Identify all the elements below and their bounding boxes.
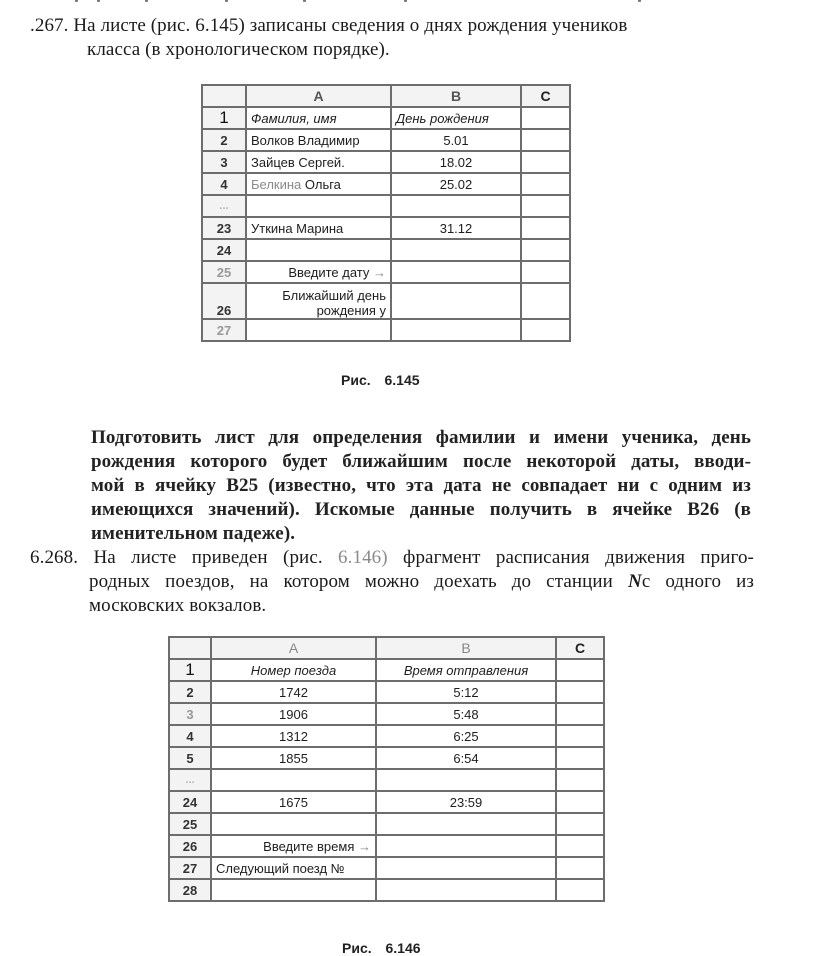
cell-a26 xyxy=(246,283,391,319)
cell-a25 xyxy=(246,261,391,283)
figure-caption: Рис. 6.145 xyxy=(341,372,420,388)
row-header: 3 xyxy=(202,151,246,173)
row-header: 24 xyxy=(169,791,211,813)
result-label-line1: Ближайший день xyxy=(282,288,386,303)
cell-a24 xyxy=(246,239,391,261)
arrow-right-icon: → xyxy=(373,264,386,280)
task-text-line: Подготовить лист для определения фамилии и имени ученика, день xyxy=(91,427,751,448)
cell-a1: Номер поезда xyxy=(211,659,376,681)
figure-caption: Рис. 6.146 xyxy=(342,940,421,956)
row-header: 2 xyxy=(202,129,246,151)
cell-b24 xyxy=(391,239,521,261)
cell-b28 xyxy=(376,879,556,901)
table-row xyxy=(202,261,570,283)
cell-a5: 1855 xyxy=(211,747,376,769)
spreadsheet-figure-6-146 xyxy=(168,636,605,902)
column-header-b: B xyxy=(391,85,521,107)
cell-a24: 1675 xyxy=(211,791,376,813)
cell-a3: Зайцев Сергей. xyxy=(246,151,391,173)
task-text-line xyxy=(91,474,751,498)
cropped-previous-line xyxy=(0,0,816,6)
text-fragment: мой в ячейку xyxy=(91,475,227,496)
cell-b5: 6:54 xyxy=(376,747,556,769)
table-row xyxy=(202,283,570,319)
text-fragment: фрагмент расписания движения приго- xyxy=(387,547,754,568)
column-header-b: B xyxy=(376,637,556,659)
text-fragment: (известно, что эта дата не совпадает ни с одним из xyxy=(258,475,751,496)
table-row xyxy=(202,129,570,151)
cell-c27 xyxy=(556,857,604,879)
surname-text: Белкина xyxy=(251,176,302,192)
task-text-line: именительном падеже). xyxy=(91,523,296,544)
cell-b2: 5:12 xyxy=(376,681,556,703)
problem-number: 6.268. xyxy=(30,547,79,568)
cell-c23 xyxy=(521,217,570,239)
problem-268-statement xyxy=(30,546,754,618)
cell-c24 xyxy=(521,239,570,261)
table-row xyxy=(202,319,570,341)
cell-b26 xyxy=(376,835,556,857)
cell-c2 xyxy=(556,681,604,703)
task-text-line: рождения которого будет ближайшим после некоторой даты, вводи- xyxy=(91,451,751,472)
cell-c4 xyxy=(521,173,570,195)
cell-empty xyxy=(376,769,556,791)
first-name-text: Ольга xyxy=(304,176,341,192)
text-fragment: родных поездов, на котором можно доехать до станции xyxy=(89,571,628,592)
spreadsheet-figure-6-145 xyxy=(201,84,571,342)
input-prompt-label: Введите время xyxy=(263,838,355,854)
cell-a1: Фамилия, имя xyxy=(246,107,391,129)
task-description xyxy=(91,426,751,546)
cell-a25 xyxy=(211,813,376,835)
row-header: 25 xyxy=(169,813,211,835)
cell-c1 xyxy=(556,659,604,681)
table-row xyxy=(202,173,570,195)
row-header: 1 xyxy=(202,107,246,129)
arrow-right-icon: → xyxy=(358,838,371,854)
text-fragment: На листе приведен (рис. xyxy=(93,547,339,568)
cell-c24 xyxy=(556,791,604,813)
column-header-c: C xyxy=(556,637,604,659)
table-row xyxy=(169,747,604,769)
cell-b3: 18.02 xyxy=(391,151,521,173)
row-header: 4 xyxy=(202,173,246,195)
cell-c25 xyxy=(521,261,570,283)
row-header: 4 xyxy=(169,725,211,747)
cell-a23: Уткина Марина xyxy=(246,217,391,239)
input-prompt-label: Введите дату xyxy=(288,264,370,280)
cell-c2 xyxy=(521,129,570,151)
cell-a27 xyxy=(246,319,391,341)
table-row xyxy=(169,659,604,681)
column-header-c: C xyxy=(521,85,570,107)
figure-reference: 6.146) xyxy=(338,547,388,568)
table-row xyxy=(202,151,570,173)
cell-c26 xyxy=(556,835,604,857)
column-header-a: A xyxy=(246,85,391,107)
cell-c25 xyxy=(556,813,604,835)
table-row xyxy=(169,813,604,835)
table-row xyxy=(169,835,604,857)
cell-b1: Время отправления xyxy=(376,659,556,681)
row-header: 23 xyxy=(202,217,246,239)
row-header: 3 xyxy=(169,703,211,725)
cell-c28 xyxy=(556,879,604,901)
column-header-a: A xyxy=(211,637,376,659)
cell-b3: 5:48 xyxy=(376,703,556,725)
cell-a3: 1906 xyxy=(211,703,376,725)
row-header: 1 xyxy=(169,659,211,681)
row-header: 27 xyxy=(202,319,246,341)
cell-b27 xyxy=(391,319,521,341)
cell-b24: 23:59 xyxy=(376,791,556,813)
column-header-row xyxy=(202,85,570,107)
cell-b27 xyxy=(376,857,556,879)
row-header: 27 xyxy=(169,857,211,879)
table-row xyxy=(169,725,604,747)
cell-b25 xyxy=(391,261,521,283)
column-header-row xyxy=(169,637,604,659)
cell-empty xyxy=(246,195,391,217)
cell-b1: День рождения xyxy=(391,107,521,129)
cell-a2: 1742 xyxy=(211,681,376,703)
cell-c4 xyxy=(556,725,604,747)
cell-c1 xyxy=(521,107,570,129)
row-header: 26 xyxy=(169,835,211,857)
row-header: 24 xyxy=(202,239,246,261)
cell-empty xyxy=(556,769,604,791)
problem-text-line: класса (в хронологическом порядке). xyxy=(87,39,390,60)
cell-b25 xyxy=(376,813,556,835)
row-header: 2 xyxy=(169,681,211,703)
table-row xyxy=(169,681,604,703)
table-row-ellipsis xyxy=(169,769,604,791)
cell-b23: 31.12 xyxy=(391,217,521,239)
cell-c26 xyxy=(521,283,570,319)
problem-number: .267. xyxy=(30,15,69,36)
cell-a28 xyxy=(211,879,376,901)
problem-text-line: московских вокзалов. xyxy=(89,595,267,616)
table-row xyxy=(169,791,604,813)
cell-a4: 1312 xyxy=(211,725,376,747)
cell-empty xyxy=(211,769,376,791)
task-text-line: имеющихся значений). Искомые данные получить в ячейке B26 (в xyxy=(91,499,751,520)
table-row-ellipsis xyxy=(202,195,570,217)
table-row xyxy=(202,217,570,239)
problem-267-statement xyxy=(30,14,750,62)
table-row xyxy=(169,703,604,725)
row-header: 5 xyxy=(169,747,211,769)
cell-a2: Волков Владимир xyxy=(246,129,391,151)
corner-cell xyxy=(169,637,211,659)
cell-c3 xyxy=(556,703,604,725)
cell-reference: B25 xyxy=(226,475,259,496)
cell-empty xyxy=(391,195,521,217)
corner-cell xyxy=(202,85,246,107)
table-row xyxy=(202,107,570,129)
text-fragment: с одного из xyxy=(641,571,754,592)
cell-c27 xyxy=(521,319,570,341)
cell-b4: 25.02 xyxy=(391,173,521,195)
row-header: 26 xyxy=(202,283,246,319)
cell-empty xyxy=(521,195,570,217)
cell-c3 xyxy=(521,151,570,173)
table-row xyxy=(202,239,570,261)
row-header: 25 xyxy=(202,261,246,283)
cell-a27: Следующий поезд № xyxy=(211,857,376,879)
table-row xyxy=(169,857,604,879)
cell-b2: 5.01 xyxy=(391,129,521,151)
cell-b26 xyxy=(391,283,521,319)
problem-text-line: На листе (рис. 6.145) записаны сведения о днях рождения учеников xyxy=(73,15,628,36)
row-header: ... xyxy=(202,195,246,217)
row-header: 28 xyxy=(169,879,211,901)
cell-a4 xyxy=(246,173,391,195)
variable-n: N xyxy=(627,571,642,592)
row-header: ... xyxy=(169,769,211,791)
cell-a26 xyxy=(211,835,376,857)
cell-c5 xyxy=(556,747,604,769)
result-label-line2: рождения у xyxy=(316,303,386,318)
cell-b4: 6:25 xyxy=(376,725,556,747)
table-row xyxy=(169,879,604,901)
